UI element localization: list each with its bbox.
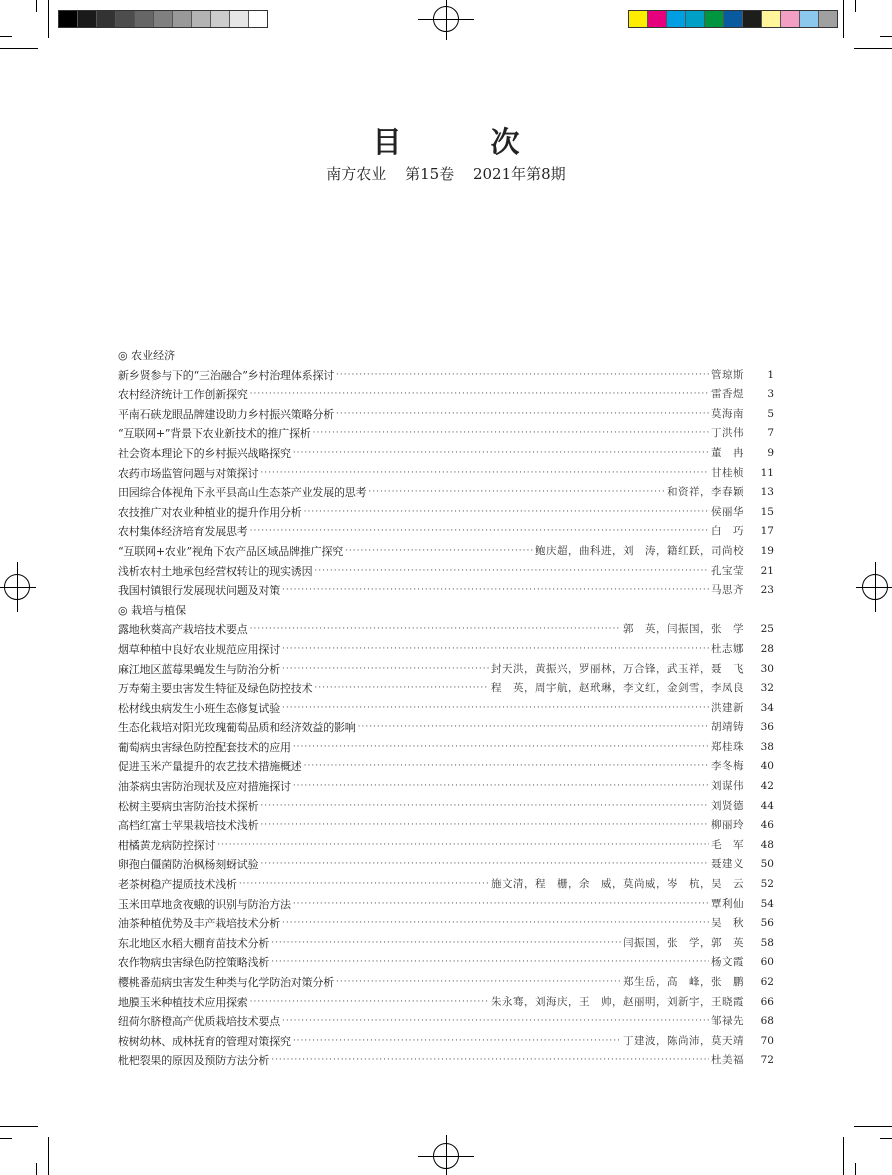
toc-entry[interactable] <box>118 934 774 954</box>
calibration-swatch <box>723 11 742 27</box>
article-authors: 莫海南 <box>711 407 744 420</box>
article-title: 卵孢白僵菌防治枫杨刻蚜试验 <box>118 858 259 872</box>
toc-entry[interactable] <box>118 483 774 503</box>
toc-entry[interactable] <box>118 424 774 444</box>
toc-entry[interactable] <box>118 875 774 895</box>
article-title: 玉米田草地贪夜蛾的识别与防治方法 <box>118 897 291 911</box>
calibration-swatch <box>115 11 134 27</box>
leader-dots <box>293 1032 621 1052</box>
article-authors: 丁洪伟 <box>711 427 744 440</box>
page-number: 28 <box>760 642 774 655</box>
page-title: 目 次 <box>372 125 550 159</box>
leader-dots <box>345 542 533 562</box>
leader-dots <box>304 757 709 777</box>
toc-entry[interactable] <box>118 699 774 719</box>
page-number: 7 <box>767 427 774 440</box>
journal-info <box>0 163 892 184</box>
article-authors: 丁建波，陈尚沛，莫天靖 <box>623 1034 744 1047</box>
article-authors: 聂建义 <box>711 858 744 871</box>
page-number: 52 <box>760 878 774 891</box>
article-authors: 覃利仙 <box>711 897 744 910</box>
toc-entry[interactable] <box>118 464 774 484</box>
page-number: 32 <box>760 682 774 695</box>
article-authors: 洪建新 <box>711 701 744 714</box>
toc-entry[interactable] <box>118 718 774 738</box>
article-authors: 施文清，程 栅，余 威，莫尚威，岑 杭，吴 云 <box>491 878 744 891</box>
article-authors: 封天洪，黄振兴，罗丽林，万合锋，武玉祥，聂 飞 <box>491 662 744 675</box>
table-of-contents <box>118 346 774 1071</box>
journal-volume: 第15卷 <box>405 165 455 183</box>
article-title: 松材线虫病发生小班生态修复试验 <box>118 701 280 715</box>
article-authors: 杜志娜 <box>711 642 744 655</box>
page-number: 62 <box>760 976 774 988</box>
leader-dots <box>313 424 709 444</box>
calibration-swatch <box>704 11 723 27</box>
leader-dots <box>304 503 709 523</box>
toc-entry[interactable] <box>118 405 774 425</box>
toc-entry[interactable] <box>118 562 774 582</box>
page-number: 17 <box>760 525 774 538</box>
page-number: 36 <box>760 721 774 734</box>
leader-dots <box>293 777 709 797</box>
calibration-swatch <box>77 11 96 27</box>
page-number: 19 <box>760 544 774 557</box>
leader-dots <box>282 581 709 601</box>
article-authors: 郭 英，闫振国，张 学 <box>623 623 744 636</box>
article-authors: 白 巧 <box>711 525 744 538</box>
page-number: 9 <box>767 446 774 459</box>
article-title: 樱桃番茄病虫害发生种类与化学防治对策分析 <box>118 976 334 989</box>
leader-dots <box>282 660 489 680</box>
article-authors: 胡靖铸 <box>711 721 744 734</box>
leader-dots <box>260 464 709 484</box>
calibration-swatch <box>172 11 191 27</box>
article-authors: 马思齐 <box>711 584 744 597</box>
article-title: 烟草种植中良好农业规范应用探讨 <box>118 642 280 656</box>
article-title: 枇杷裂果的原因及预防方法分析 <box>118 1054 270 1068</box>
page-number: 42 <box>760 780 774 793</box>
article-title: 麻江地区蓝莓果蝇发生与防治分析 <box>118 662 280 676</box>
article-title: 松树主要病虫害防治技术探析 <box>118 799 259 813</box>
page-number: 1 <box>767 368 774 381</box>
calibration-swatch <box>761 11 780 27</box>
page-number: 30 <box>760 662 774 675</box>
page-number: 34 <box>760 701 774 714</box>
article-authors: 闫振国，张 学，郭 英 <box>623 936 744 949</box>
toc-entry[interactable] <box>118 1051 774 1071</box>
leader-dots <box>271 934 621 954</box>
article-title: 油茶种植优势及丰产栽培技术分析 <box>118 917 280 931</box>
leader-dots <box>336 973 621 993</box>
toc-entry[interactable] <box>118 757 774 777</box>
leader-dots <box>282 914 709 934</box>
article-authors: 雷香煜 <box>711 388 744 401</box>
article-title: 农村集体经济培育发展思考 <box>118 525 248 539</box>
calibration-swatch <box>818 11 837 27</box>
page-number: 68 <box>760 1015 774 1028</box>
calibration-swatch <box>134 11 153 27</box>
article-authors: 郑桂珠 <box>711 740 744 753</box>
grayscale-calibration-bar <box>58 10 268 28</box>
leader-dots <box>368 483 665 503</box>
leader-dots <box>282 640 709 660</box>
article-title: 纽荷尔脐橙高产优质栽培技术要点 <box>118 1015 280 1029</box>
page-number: 66 <box>760 995 774 1008</box>
leader-dots <box>260 816 709 836</box>
article-title: “互联网+”背景下农业新技术的推广探析 <box>118 427 311 441</box>
leader-dots <box>260 855 709 875</box>
toc-entry[interactable] <box>118 738 774 758</box>
calibration-swatch <box>153 11 172 27</box>
color-calibration-bar <box>628 10 838 28</box>
toc-entry[interactable] <box>118 385 774 405</box>
calibration-swatch <box>248 11 267 27</box>
toc-entry[interactable] <box>118 679 774 699</box>
page-number: 60 <box>760 956 774 969</box>
calibration-swatch <box>799 11 818 27</box>
page-number: 58 <box>760 936 774 949</box>
page-number: 13 <box>760 486 774 499</box>
article-title: 促进玉米产量提升的农艺技术措施概述 <box>118 760 302 774</box>
toc-entry[interactable] <box>118 503 774 523</box>
article-authors: 刘谋伟 <box>711 780 744 793</box>
calibration-swatch <box>59 11 77 27</box>
calibration-swatch <box>780 11 799 27</box>
article-title: 露地秋葵高产栽培技术要点 <box>118 623 248 637</box>
journal-name: 南方农业 <box>326 165 387 183</box>
calibration-swatch <box>666 11 685 27</box>
calibration-swatch <box>229 11 248 27</box>
page-number: 5 <box>767 407 774 420</box>
toc-entry[interactable] <box>118 1012 774 1032</box>
toc-entry[interactable] <box>118 1032 774 1052</box>
calibration-swatch <box>96 11 115 27</box>
leader-dots <box>282 1012 709 1032</box>
leader-dots <box>250 385 709 405</box>
toc-entry[interactable] <box>118 797 774 817</box>
article-authors: 毛 军 <box>711 838 744 851</box>
article-authors: 朱永骞，刘海庆，王 帅，赵丽明，刘新宇，王晓霞 <box>491 995 744 1008</box>
calibration-swatch <box>210 11 229 27</box>
page-number: 15 <box>760 505 774 518</box>
leader-dots <box>293 738 709 758</box>
leader-dots <box>314 562 709 582</box>
article-title: 浅析农村土地承包经营权转让的现实诱因 <box>118 564 313 578</box>
leader-dots <box>250 620 621 640</box>
toc-entry[interactable] <box>118 777 774 797</box>
leader-dots <box>239 875 489 895</box>
article-authors: 刘贤德 <box>711 799 744 812</box>
page-number: 21 <box>760 564 774 577</box>
article-authors: 管琼斯 <box>711 368 744 381</box>
toc-entry[interactable] <box>118 855 774 875</box>
article-authors: 甘桂桢 <box>711 466 744 479</box>
article-title: 农药市场监管问题与对策探讨 <box>118 466 259 480</box>
toc-entry[interactable] <box>118 953 774 973</box>
toc-entry[interactable] <box>118 973 774 993</box>
article-title: 我国村镇银行发展现状问题及对策 <box>118 584 280 598</box>
page-number: 72 <box>760 1054 774 1067</box>
calibration-swatch <box>629 11 647 27</box>
leader-dots <box>336 405 709 425</box>
toc-entry[interactable] <box>118 895 774 915</box>
article-title: 生态化栽培对阳光玫瑰葡萄品质和经济效益的影响 <box>118 721 356 735</box>
toc-entry[interactable] <box>118 542 774 562</box>
leader-dots <box>217 836 709 856</box>
toc-entry[interactable] <box>118 522 774 542</box>
page-number: 11 <box>760 466 774 479</box>
article-title: 社会资本理论下的乡村振兴战略探究 <box>118 446 291 460</box>
article-authors: 柳丽玲 <box>711 819 744 832</box>
article-title: 农技推广对农业种植业的提升作用分析 <box>118 505 302 519</box>
page-number: 54 <box>760 897 774 910</box>
calibration-swatch <box>742 11 761 27</box>
leader-dots <box>250 522 709 542</box>
toc-entry[interactable] <box>118 836 774 856</box>
toc-entry[interactable] <box>118 914 774 934</box>
page-number: 46 <box>760 819 774 832</box>
article-title: 地膜玉米种植技术应用探索 <box>118 995 248 1009</box>
leader-dots <box>250 993 489 1013</box>
journal-issue: 2021年第8期 <box>472 165 566 183</box>
article-title: 新乡贤参与下的“三治融合”乡村治理体系探讨 <box>118 368 335 382</box>
page-number: 3 <box>767 388 774 401</box>
leader-dots <box>314 679 489 699</box>
leader-dots <box>293 895 709 915</box>
article-authors: 侯丽华 <box>711 505 744 518</box>
article-title: 油茶病虫害防治现状及应对措施探讨 <box>118 780 291 794</box>
article-title: 万寿菊主要虫害发生特征及绿色防控技术 <box>118 682 313 696</box>
page-number: 44 <box>760 799 774 812</box>
article-authors: 和资祥，李春颖 <box>667 486 744 499</box>
article-title: 桉树幼林、成林抚育的管理对策探究 <box>118 1034 291 1048</box>
page-number: 70 <box>760 1034 774 1047</box>
article-authors: 杨文霞 <box>711 956 744 969</box>
toc-entry[interactable] <box>118 581 774 601</box>
article-authors: 郑生岳，高 峰，张 鹏 <box>623 976 744 988</box>
article-title: 平南石硖龙眼品牌建设助力乡村振兴策略分析 <box>118 407 334 421</box>
article-authors: 鲍庆超，曲科进，刘 涛，籍红跃，司尚校 <box>535 544 744 557</box>
article-title: “互联网+农业”视角下农产品区域品牌推广探究 <box>118 544 344 558</box>
toc-entry[interactable] <box>118 640 774 660</box>
article-authors: 邹禄先 <box>711 1015 744 1028</box>
leader-dots <box>358 718 709 738</box>
article-title: 东北地区水稻大棚育苗技术分析 <box>118 936 270 950</box>
article-authors: 董 冉 <box>711 446 744 459</box>
toc-entry[interactable] <box>118 993 774 1013</box>
page-number: 23 <box>760 584 774 597</box>
article-authors: 程 英，周宇航，赵玳琳，李文红，金剑雪，李凤良 <box>491 682 744 695</box>
page-number: 40 <box>760 760 774 773</box>
article-authors: 孔宝莹 <box>711 564 744 577</box>
article-title: 老茶树稳产提质技术浅析 <box>118 878 237 892</box>
section-heading: ◎ 栽培与植保 <box>118 603 187 617</box>
calibration-swatch <box>685 11 704 27</box>
article-authors: 杜美福 <box>711 1054 744 1067</box>
page-number: 56 <box>760 917 774 930</box>
toc-entry[interactable] <box>118 444 774 464</box>
toc-entry[interactable] <box>118 660 774 680</box>
leader-dots <box>293 444 709 464</box>
article-title: 葡萄病虫害绿色防控配套技术的应用 <box>118 740 291 754</box>
article-title: 柑橘黄龙病防控探讨 <box>118 838 216 852</box>
leader-dots <box>271 953 709 973</box>
page-number: 25 <box>760 623 774 636</box>
toc-entry[interactable] <box>118 816 774 836</box>
leader-dots <box>271 1051 709 1071</box>
article-title: 农村经济统计工作创新探究 <box>118 388 248 402</box>
toc-entry[interactable] <box>118 366 774 386</box>
section-heading: ◎ 农业经济 <box>118 349 176 362</box>
page-number: 38 <box>760 740 774 753</box>
article-authors: 吴 秋 <box>711 917 744 930</box>
article-title: 高档红富士苹果栽培技术浅析 <box>118 819 259 833</box>
article-title: 农作物病虫害绿色防控策略浅析 <box>118 956 270 970</box>
leader-dots <box>336 366 709 386</box>
article-authors: 李冬梅 <box>711 760 744 773</box>
article-title: 田园综合体视角下永平县高山生态茶产业发展的思考 <box>118 486 367 500</box>
leader-dots <box>282 699 709 719</box>
calibration-swatch <box>191 11 210 27</box>
page-number: 50 <box>760 858 774 871</box>
leader-dots <box>260 797 709 817</box>
calibration-swatch <box>647 11 666 27</box>
toc-entry[interactable] <box>118 620 774 640</box>
page-number: 48 <box>760 838 774 851</box>
